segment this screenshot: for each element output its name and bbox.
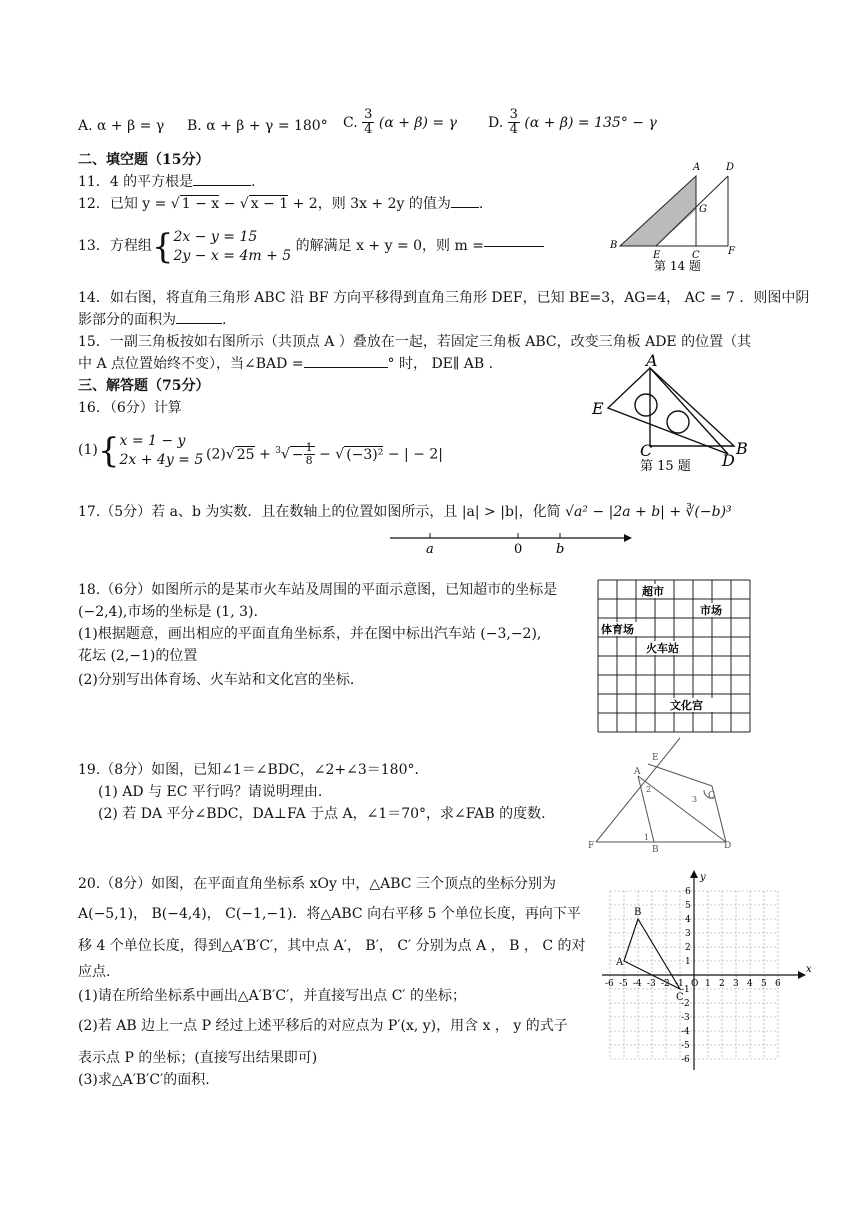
q13: 13．方程组{2x − y = 15 2y − x = 4m + 5 的解满足 x + y = 0，则 m = — [78, 228, 544, 266]
fig14-label-a: A — [693, 162, 701, 173]
q11: 11．4 的平方根是 . — [78, 174, 256, 190]
fig14-label-f: F — [728, 246, 735, 257]
q18-line1: 18.（6分）如图所示的是某市火车站及周围的平面示意图，已知超市的坐标是 — [78, 582, 558, 598]
y-axis-label: y — [700, 872, 706, 883]
y-tick-label: -5 — [681, 1041, 690, 1051]
option-b: B. α + β + γ = 180° — [187, 118, 328, 134]
y-tick-label: -4 — [681, 1027, 690, 1037]
q18-line5: (2)分别写出体育场、火车站和文化宫的坐标. — [78, 672, 355, 688]
axis-label-b: b — [556, 542, 565, 556]
q12: 12．已知 y = √ 1 − x − √ x − 1 + 2，则 3x + 2y 的值为 . — [78, 196, 484, 212]
fig19-angle-3: 3 — [692, 795, 698, 804]
map-label-culture-palace: 文化宫 — [670, 699, 703, 712]
q20-line7: 表示点 P 的坐标；(直接写出结果即可) — [78, 1050, 318, 1066]
q17-text: 17.（5分）若 a、b 为实数．且在数轴上的位置如图所示，且 |a| > |b|，化简 √a² − |2a + b| + ∛(−b)³ — [78, 504, 732, 520]
fig14-label-g: G — [699, 204, 707, 215]
q14-line1: 14．如右图，将直角三角形 ABC 沿 BF 方向平移得到直角三角形 DEF，已知 BE=3，AG=4， AC = 7 ．则图中阴 — [78, 290, 810, 306]
y-tick-label: 2 — [685, 943, 691, 953]
point-label-a: A — [616, 957, 624, 968]
q20-line5: (1)请在所给坐标系中画出△A′B′C′，并直接写出点 C′ 的坐标； — [78, 988, 467, 1004]
q18-line2: (−2,4),市场的坐标是 (1, 3). — [78, 604, 258, 620]
y-tick-label: 3 — [685, 929, 691, 939]
q19-line1: 19.（8分）如图，已知∠1＝∠BDC，∠2+∠3＝180°． — [78, 762, 429, 778]
fig15-label-e: E — [592, 399, 604, 418]
option-d: D. $\frac{3}{4}$ (α + β) = 135° − γ — [488, 107, 657, 138]
fig19-label-f: F — [588, 841, 595, 851]
q16-part2: (2)√ 25 + $^3$√ − $\frac{1}{8}$ − √ (−3)² − | − 2| — [206, 441, 443, 468]
y-tick-label: -1 — [681, 985, 690, 995]
fig19-label-c: C — [708, 791, 715, 801]
q18-line3: (1)根据题意，画出相应的平面直角坐标系，并在图中标出汽车站 (−3,−2), — [78, 626, 542, 642]
fig19-angle-1: 1 — [644, 833, 650, 842]
q20-line3: 移 4 个单位长度，得到△A′B′C′，其中点 A′， B′， C′ 分别为点 A ， B ， C 的对 — [78, 938, 586, 954]
axis-label-zero: 0 — [514, 542, 523, 556]
x-tick-label: 4 — [747, 979, 753, 989]
x-tick-label: 3 — [733, 979, 739, 989]
fig14-label-e: E — [653, 250, 661, 261]
fig19-label-e: E — [652, 753, 659, 763]
section3-heading: 三、解答题（75分） — [78, 378, 210, 394]
number-line — [388, 528, 633, 556]
x-tick-label: -1 — [675, 979, 684, 989]
y-tick-label: -6 — [681, 1055, 690, 1065]
q20-line8: (3)求△A′B′C′的面积. — [78, 1072, 210, 1088]
figure-19 — [586, 736, 746, 854]
fig15-label-b: B — [736, 439, 748, 458]
q15-line2: 中 A 点位置始终不变），当∠BAD = ° 时， DE∥ AB . — [78, 356, 494, 372]
x-tick-label: -5 — [619, 979, 628, 989]
x-tick-label: 2 — [719, 979, 725, 989]
x-tick-label: -2 — [661, 979, 670, 989]
map-label-stadium: 体育场 — [601, 623, 634, 636]
fig15-caption: 第 15 题 — [640, 459, 691, 474]
x-axis-label: x — [806, 964, 812, 975]
x-tick-label: -4 — [633, 979, 642, 989]
q20-line2: A(−5,1)， B(−4,4)， C(−1,−1)．将△ABC 向右平移 5 个单位长度，再向下平 — [78, 906, 581, 922]
y-tick-label: 5 — [685, 901, 691, 911]
fig15-label-d: D — [722, 451, 735, 470]
q16-title: 16．（6分）计算 — [78, 400, 182, 416]
q19-line3: (2) 若 DA 平分∠BDC，DA⊥FA 于点 A，∠1＝70°，求∠FAB 的度数. — [98, 806, 546, 822]
fig19-label-b: B — [652, 845, 659, 854]
q14-line2: 影部分的面积为 . — [78, 312, 227, 328]
city-map-grid — [596, 578, 754, 734]
x-tick-label: 1 — [705, 979, 711, 989]
fig14-label-d: D — [726, 162, 735, 173]
fig19-label-d: D — [724, 841, 732, 851]
section2-heading: 二、填空题（15分） — [78, 152, 210, 168]
fig14-label-b: B — [610, 240, 618, 251]
y-tick-label: 6 — [685, 887, 691, 897]
fig14-label-c: C — [692, 250, 700, 261]
fig19-angle-2: 2 — [646, 785, 652, 794]
fig19-label-a: A — [634, 767, 641, 777]
q20-line1: 20.（8分）如图，在平面直角坐标系 xOy 中，△ABC 三个顶点的坐标分别为 — [78, 876, 556, 892]
x-tick-label: -6 — [605, 979, 614, 989]
fig14-caption: 第 14 题 — [654, 259, 701, 273]
q20-line4: 应点. — [78, 964, 111, 980]
q19-line2: (1) AD 与 EC 平行吗？请说明理由. — [98, 784, 323, 800]
y-tick-label: 1 — [685, 957, 691, 967]
q18-line4: 花坛 (2,−1)的位置 — [78, 648, 198, 664]
q16-part1: (1){x = 1 − y 2x + 4y = 5 — [78, 430, 204, 471]
y-tick-label: -2 — [681, 999, 690, 1009]
option-a: A. α + β = γ — [78, 118, 165, 134]
axis-label-a: a — [426, 542, 434, 556]
point-label-b: B — [634, 907, 642, 918]
y-tick-label: 4 — [685, 915, 691, 925]
fig15-label-a: A — [646, 351, 658, 370]
option-c: C. $\frac{3}{4}$ (α + β) = γ — [343, 107, 457, 138]
q15-line1: 15．一副三角板按如右图所示（共顶点 A ）叠放在一起，若固定三角板 ABC，改变三角板 ADE 的位置（其 — [78, 334, 752, 350]
map-label-supermarket: 超市 — [642, 585, 664, 598]
figure-14 — [608, 158, 744, 274]
x-tick-label: -3 — [647, 979, 656, 989]
point-label-c: C — [676, 992, 684, 1003]
coordinate-plane-figure — [598, 870, 812, 1080]
figure-15 — [588, 350, 758, 474]
fig15-label-c: C — [640, 441, 653, 460]
x-tick-label: 5 — [761, 979, 767, 989]
x-tick-label: O — [691, 979, 699, 989]
x-tick-label: 6 — [775, 979, 781, 989]
map-label-market: 市场 — [700, 604, 722, 617]
map-label-station: 火车站 — [646, 642, 679, 655]
q20-line6: (2)若 AB 边上一点 P 经过上述平移后的对应点为 P′(x, y)，用含 x ， y 的式子 — [78, 1018, 568, 1034]
y-tick-label: -3 — [681, 1013, 690, 1023]
